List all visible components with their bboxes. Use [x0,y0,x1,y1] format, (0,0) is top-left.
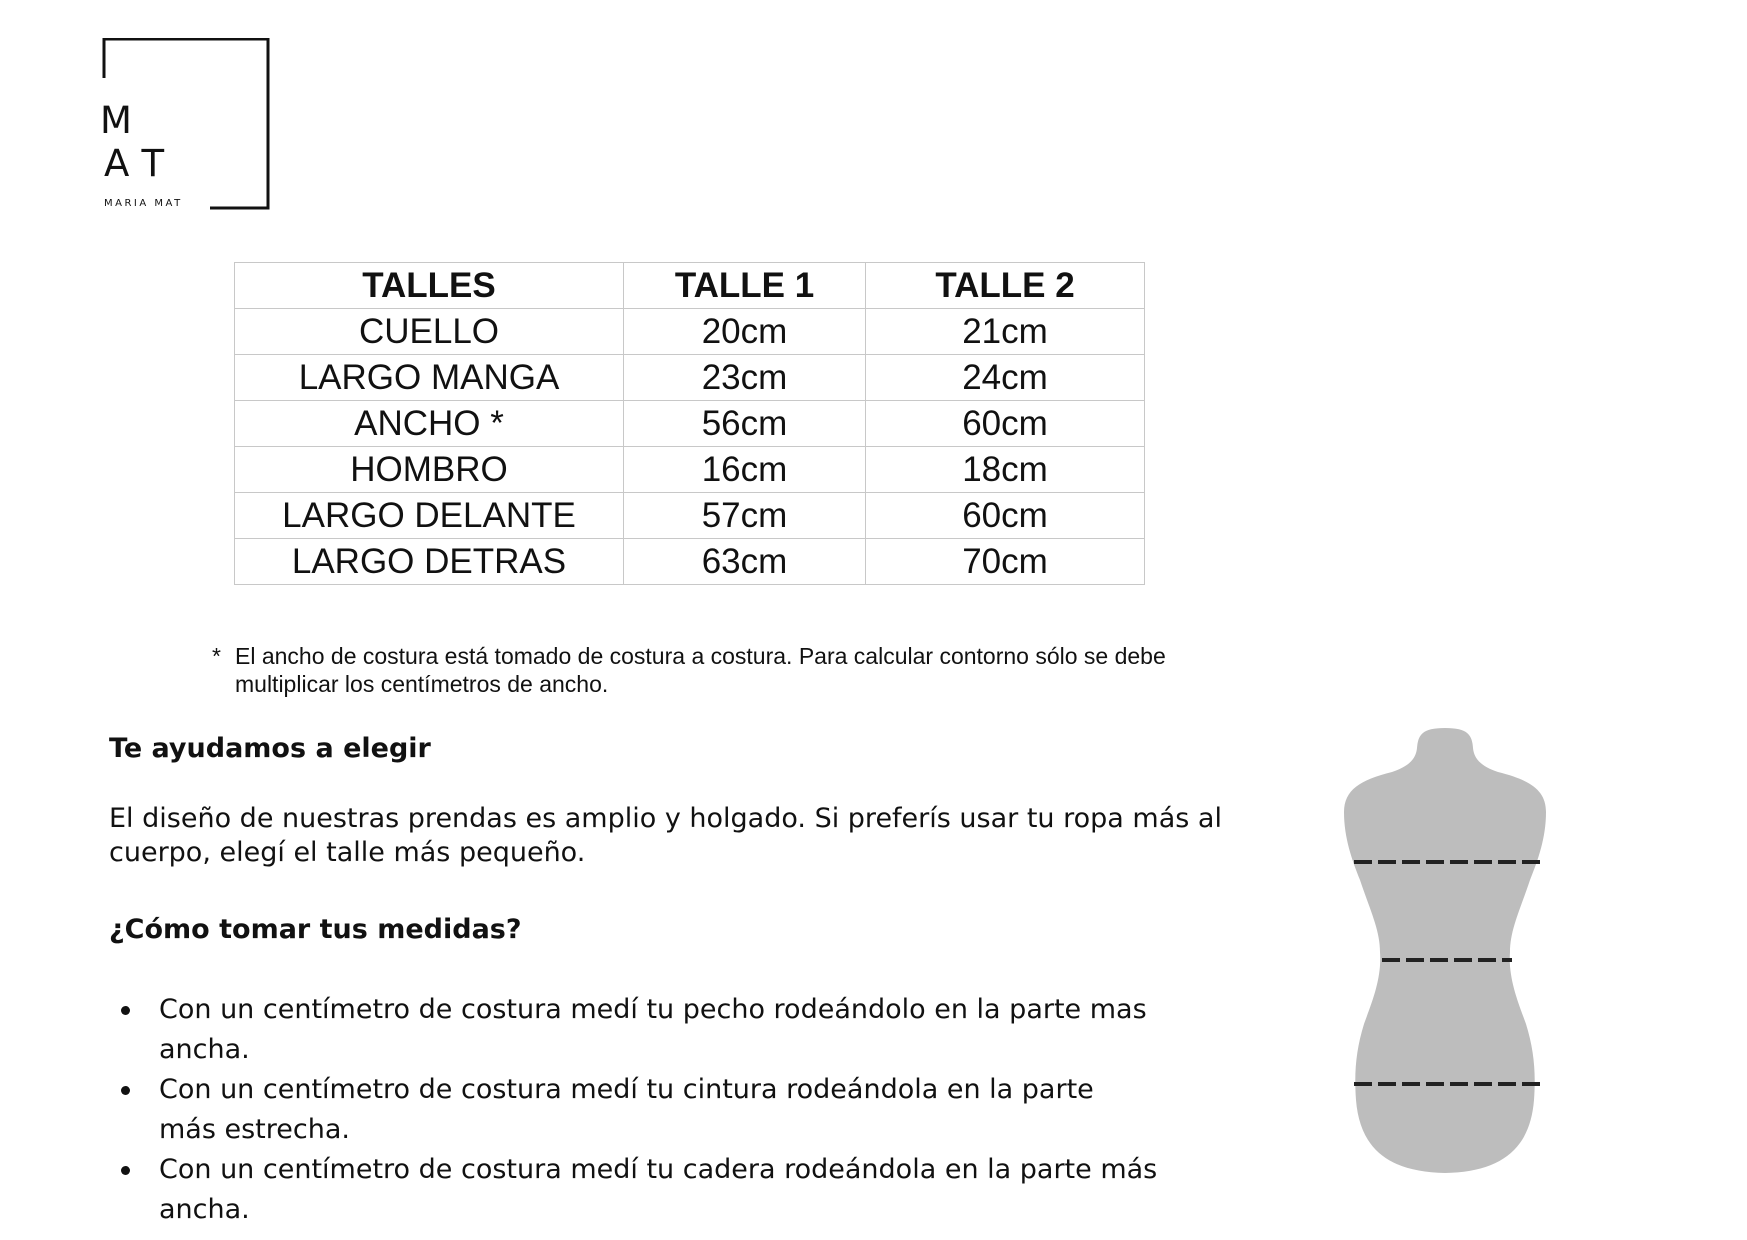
tip-text: Con un centímetro de costura medí tu pecho rodeándolo en la parte mas ancha. [159,994,1147,1065]
talle-2-value: 60cm [866,493,1145,539]
footnote-marker: * [212,643,221,669]
bullet-icon [121,1166,130,1175]
list-item [109,1070,1159,1150]
table-row [235,309,1145,355]
dress-form-icon [1330,720,1560,1190]
talle-2-value: 18cm [866,447,1145,493]
table-row [235,493,1145,539]
size-table [234,262,1145,585]
talle-1-value: 57cm [624,493,866,539]
table-row [235,447,1145,493]
row-label: LARGO DETRAS [235,539,624,585]
logo-letter-m: M [100,99,147,142]
list-item [109,990,1159,1070]
bullet-icon [121,1086,130,1095]
talle-2-value: 21cm [866,309,1145,355]
header-talle-1: TALLE 1 [624,263,866,309]
table-header-row [235,263,1145,309]
help-heading: Te ayudamos a elegir [109,733,431,764]
logo-subtitle: MARIA MAT [104,198,183,209]
list-item [109,1150,1159,1230]
header-talles: TALLES [235,263,624,309]
row-label: LARGO DELANTE [235,493,624,539]
brand-logo [96,38,276,210]
talle-2-value: 24cm [866,355,1145,401]
talle-1-value: 16cm [624,447,866,493]
talle-2-value: 70cm [866,539,1145,585]
measure-tips-list [109,990,1159,1230]
row-label: CUELLO [235,309,624,355]
tip-text: Con un centímetro de costura medí tu cintura rodeándola en la parte más estrecha. [159,1074,1094,1145]
tip-text: Con un centímetro de costura medí tu cadera rodeándola en la parte más ancha. [159,1154,1158,1225]
talle-1-value: 20cm [624,309,866,355]
bullet-icon [121,1006,130,1015]
dress-form-silhouette [1344,728,1546,1173]
talle-1-value: 63cm [624,539,866,585]
header-talle-2: TALLE 2 [866,263,1145,309]
row-label: HOMBRO [235,447,624,493]
talle-2-value: 60cm [866,401,1145,447]
help-paragraph: El diseño de nuestras prendas es amplio y holgado. Si preferís usar tu ropa más al cuerpo, elegí el talle más pequeño. [109,803,1222,868]
row-label: LARGO MANGA [235,355,624,401]
footnote-text: El ancho de costura está tomado de costura a costura. Para calcular contorno sólo se debe multiplicar los centímetros de ancho. [235,643,1166,697]
table-row [235,355,1145,401]
row-label: ANCHO * [235,401,624,447]
talle-1-value: 23cm [624,355,866,401]
measure-heading: ¿Cómo tomar tus medidas? [109,914,522,945]
talle-1-value: 56cm [624,401,866,447]
table-row [235,539,1145,585]
logo-letters-at: AT [104,142,180,185]
table-row [235,401,1145,447]
